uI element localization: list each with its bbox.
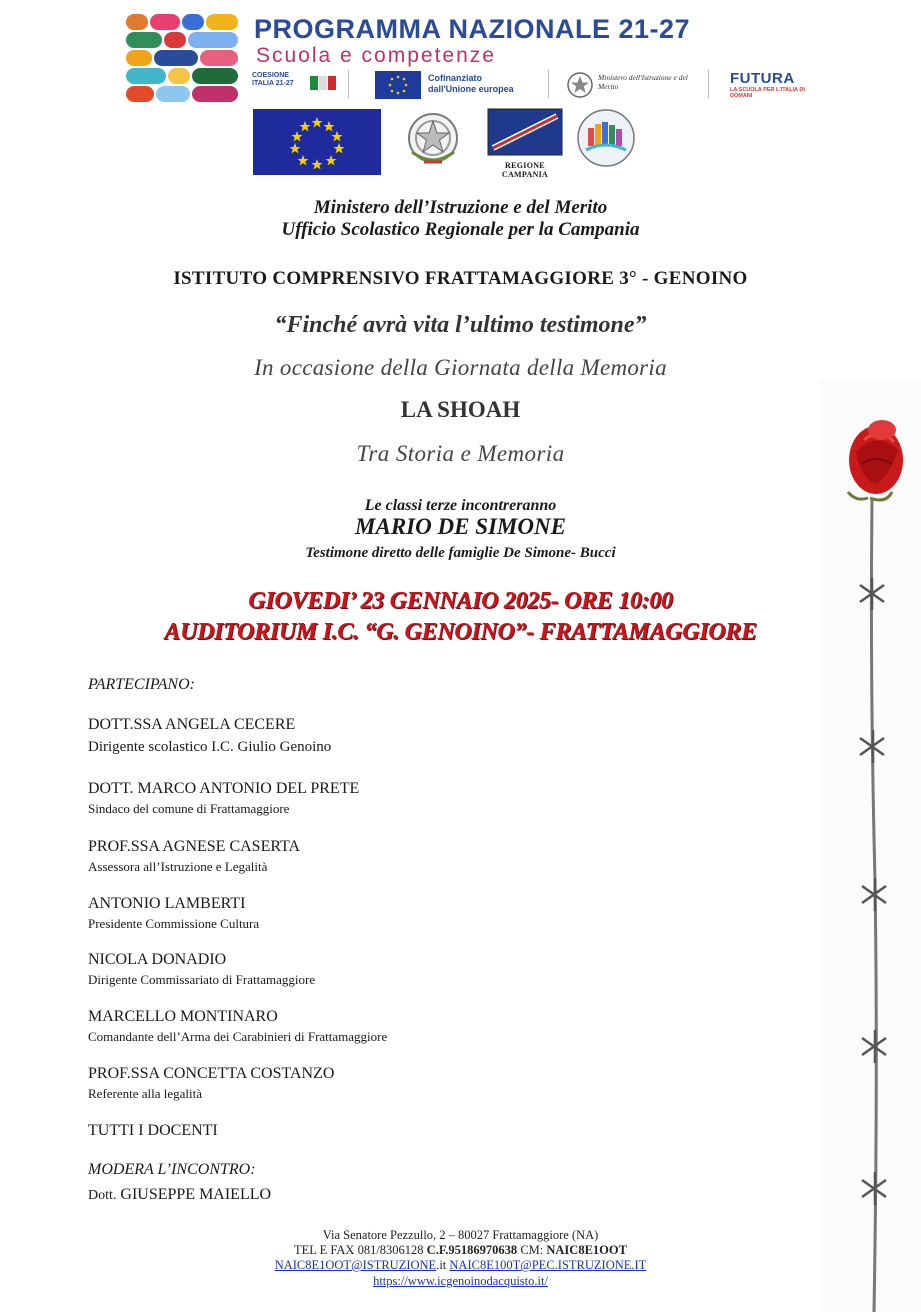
eu-cofinanced-text: Cofinanziato dall'Unione europea xyxy=(428,73,514,94)
eu-flag-icon xyxy=(375,71,421,99)
program-subtitle: Scuola e competenze xyxy=(256,44,496,67)
moderator-title: Dott. xyxy=(88,1188,117,1203)
participant-role: Dirigente Commissariato di Frattamaggiore xyxy=(88,972,316,987)
topic-title: LA SHOAH xyxy=(400,397,521,422)
moderator-heading: MODERA L’INCONTRO: xyxy=(88,1161,256,1178)
footer-tel: TEL E FAX 081/8306128 xyxy=(294,1243,424,1257)
ministry-heading xyxy=(0,197,921,241)
school-name: ISTITUTO COMPRENSIVO FRATTAMAGGIORE 3° - GENOINO xyxy=(173,268,748,289)
participant-role: Comandante dell’Arma dei Carabinieri di Frattamaggiore xyxy=(88,1029,388,1044)
occasion-line: In occasione della Giornata della Memoria xyxy=(254,355,667,380)
participant-name: DOTT. MARCO ANTONIO DEL PRETE xyxy=(88,780,360,797)
footer-website xyxy=(0,1274,921,1289)
participants-heading: PARTECIPANO: xyxy=(88,676,195,693)
participant-role: Sindaco del comune di Frattamaggiore xyxy=(88,801,290,816)
coesione-logo: COESIONE ITALIA 21-27 xyxy=(252,70,342,100)
all-teachers: TUTTI I DOCENTI xyxy=(88,1122,218,1139)
divider xyxy=(548,70,549,98)
participant-role: Referente alla legalità xyxy=(88,1086,203,1101)
participant-role: Presidente Commissione Cultura xyxy=(88,916,260,931)
topic-subtitle: Tra Storia e Memoria xyxy=(356,441,565,466)
pn-program-logo xyxy=(124,12,242,104)
participant-name: PROF.SSA AGNESE CASERTA xyxy=(88,838,301,855)
participant-name: NICOLA DONADIO xyxy=(88,951,227,968)
participant-name: PROF.SSA CONCETTA COSTANZO xyxy=(88,1065,335,1082)
italian-emblem-small-icon xyxy=(566,71,594,99)
futura-logo: FUTURA xyxy=(730,70,795,87)
eu-flag-small xyxy=(375,71,421,99)
footer-cm: NAIC8E1OOT xyxy=(546,1243,627,1257)
participant-role: Dirigente scolastico I.C. Giulio Genoino xyxy=(88,739,332,755)
eu-flag-large-icon xyxy=(253,109,381,175)
event-place: AUDITORIUM I.C. “G. GENOINO”- FRATTAMAGGIORE xyxy=(164,619,757,645)
footer-cm-label: CM: xyxy=(520,1243,544,1257)
regione-campania-shield-icon xyxy=(487,108,563,156)
program-title: PROGRAMMA NAZIONALE 21-27 xyxy=(254,14,691,44)
event-quote: “Finché avrà vita l’ultimo testimone” xyxy=(274,312,647,338)
participant-role: Assessora all’Istruzione e Legalità xyxy=(88,859,268,874)
participant-name: DOTT.SSA ANGELA CECERE xyxy=(88,716,296,733)
ministry-line1: Ministero dell’Istruzione e del Merito xyxy=(313,197,608,218)
moderator xyxy=(88,1186,271,1204)
event-date: GIOVEDI’ 23 GENNAIO 2025- ORE 10:00 xyxy=(248,588,673,614)
moderator-name: GIUSEPPE MAIELLO xyxy=(120,1186,272,1203)
footer-address: Via Senatore Pezzullo, 2 – 80027 Frattamaggiore (NA) xyxy=(322,1228,599,1242)
coesione-flag-icon xyxy=(310,72,338,94)
divider xyxy=(708,70,709,98)
participant-name: ANTONIO LAMBERTI xyxy=(88,895,246,912)
rose-barbed-wire-illustration xyxy=(820,380,921,1312)
regione-campania-logo: REGIONE CAMPANIA xyxy=(487,108,563,166)
website-link[interactable]: https://www.icgenoinodacquisto.it/ xyxy=(373,1274,548,1288)
futura-sub: LA SCUOLA PER L'ITALIA DI DOMANI xyxy=(730,87,805,99)
speaker-role: Testimone diretto delle famiglie De Simone- Bucci xyxy=(305,545,616,561)
ministero-small-text: Ministero dell'Istruzione e del Merito xyxy=(598,73,688,91)
italian-republic-emblem-icon xyxy=(404,108,462,168)
participant-name: MARCELLO MONTINARO xyxy=(88,1008,278,1025)
school-logo-icon xyxy=(576,108,636,168)
footer-contacts xyxy=(0,1243,921,1258)
footer-cf: C.F.95186970638 xyxy=(426,1243,518,1257)
divider xyxy=(348,70,349,98)
email-link[interactable]: NAIC8E1OOT@ISTRUZIONE xyxy=(274,1258,437,1272)
pec-email-link[interactable]: NAIC8E100T@PEC.ISTRUZIONE.IT xyxy=(449,1258,647,1272)
footer-emails: NAIC8E1OOT@ISTRUZIONE.it NAIC8E100T@PEC.ISTRUZIONE.IT xyxy=(274,1258,647,1272)
intro-line: Le classi terze incontreranno xyxy=(364,497,557,514)
speaker-name: MARIO DE SIMONE xyxy=(355,514,566,539)
ministry-line2: Ufficio Scolastico Regionale per la Campania xyxy=(281,219,640,240)
